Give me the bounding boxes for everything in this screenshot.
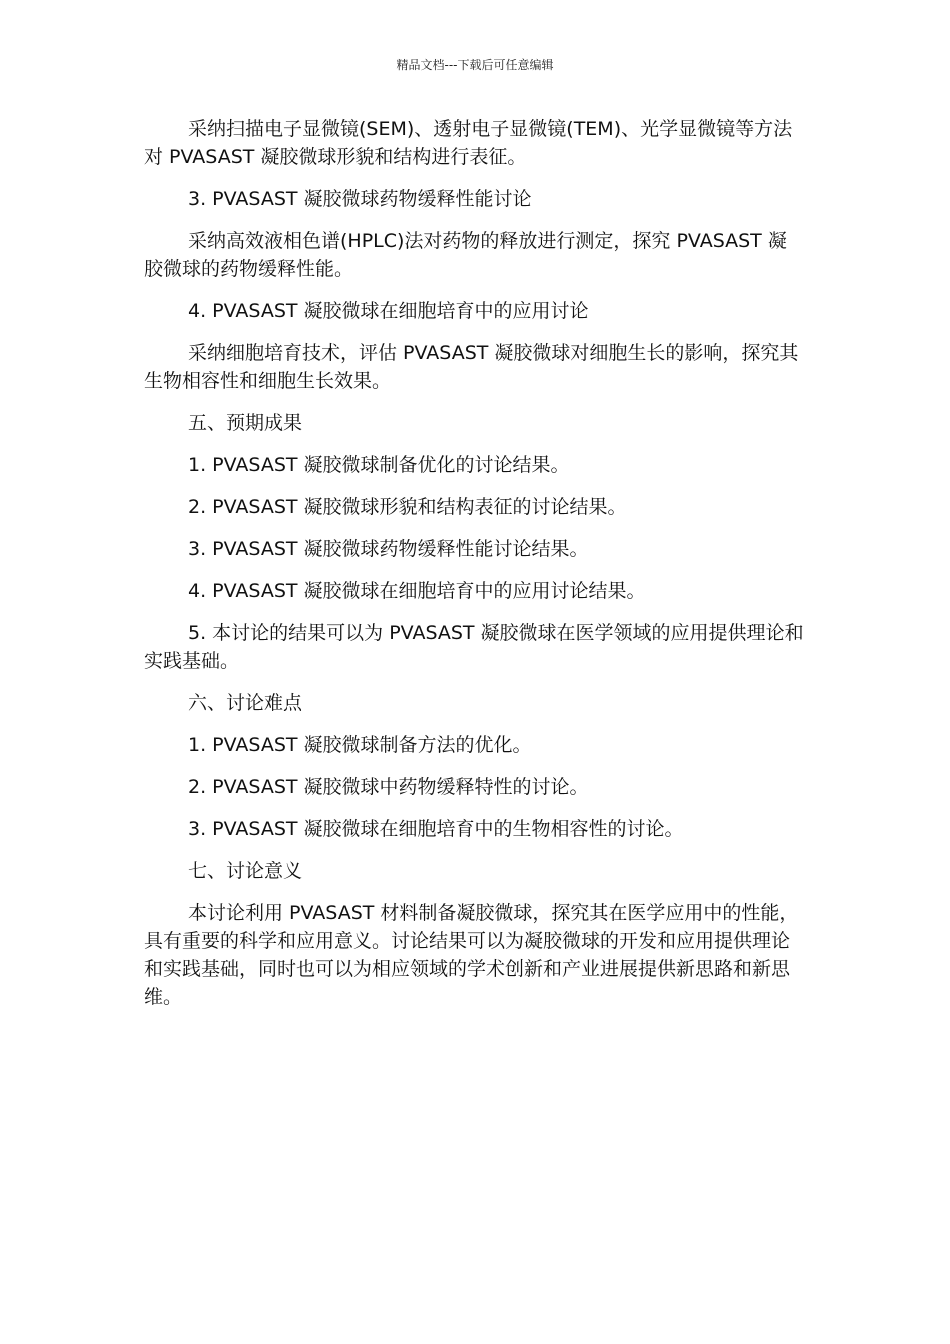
- paragraph-hplc-method: 采纳高效液相色谱(HPLC)法对药物的释放进行测定，探究 PVASAST 凝胶微球的药物缓释性能。: [144, 230, 787, 280]
- paragraph-significance: 本讨论利用 PVASAST 材料制备凝胶微球，探究其在医学应用中的性能，具有重要的科学和应用意义。讨论结果可以为凝胶微球的开发和应用提供理论和实践基础，同时也可以为相应领域的学术创新和产业进展提供新思路和新思维。: [144, 902, 799, 1008]
- paragraph-cell-culture-method: 采纳细胞培育技术，评估 PVASAST 凝胶微球对细胞生长的影响，探究其生物相容性和细胞生长效果。: [144, 342, 799, 392]
- heading-cell-culture: 4. PVASAST 凝胶微球在细胞培育中的应用讨论: [188, 300, 589, 322]
- list-item-result-3: 3. PVASAST 凝胶微球药物缓释性能讨论结果。: [188, 538, 589, 560]
- list-item-result-1: 1. PVASAST 凝胶微球制备优化的讨论结果。: [188, 454, 570, 476]
- heading-drug-release: 3. PVASAST 凝胶微球药物缓释性能讨论: [188, 188, 532, 210]
- section-heading-expected-results: 五、预期成果: [188, 412, 303, 434]
- list-item-result-4: 4. PVASAST 凝胶微球在细胞培育中的应用讨论结果。: [188, 580, 646, 602]
- document-body: [144, 115, 804, 1025]
- list-item-difficulty-3: 3. PVASAST 凝胶微球在细胞培育中的生物相容性的讨论。: [188, 818, 684, 840]
- section-heading-difficulties: 六、讨论难点: [188, 692, 303, 714]
- list-item-result-5: 5. 本讨论的结果可以为 PVASAST 凝胶微球在医学领域的应用提供理论和实践基础。: [144, 622, 804, 672]
- section-heading-significance: 七、讨论意义: [188, 860, 303, 882]
- list-item-result-2: 2. PVASAST 凝胶微球形貌和结构表征的讨论结果。: [188, 496, 627, 518]
- page-header: 精品文档---下载后可任意编辑: [396, 58, 554, 72]
- paragraph-characterization-methods: 采纳扫描电子显微镜(SEM)、透射电子显微镜(TEM)、光学显微镜等方法对 PVASAST 凝胶微球形貌和结构进行表征。: [144, 118, 793, 168]
- list-item-difficulty-1: 1. PVASAST 凝胶微球制备方法的优化。: [188, 734, 532, 756]
- list-item-difficulty-2: 2. PVASAST 凝胶微球中药物缓释特性的讨论。: [188, 776, 589, 798]
